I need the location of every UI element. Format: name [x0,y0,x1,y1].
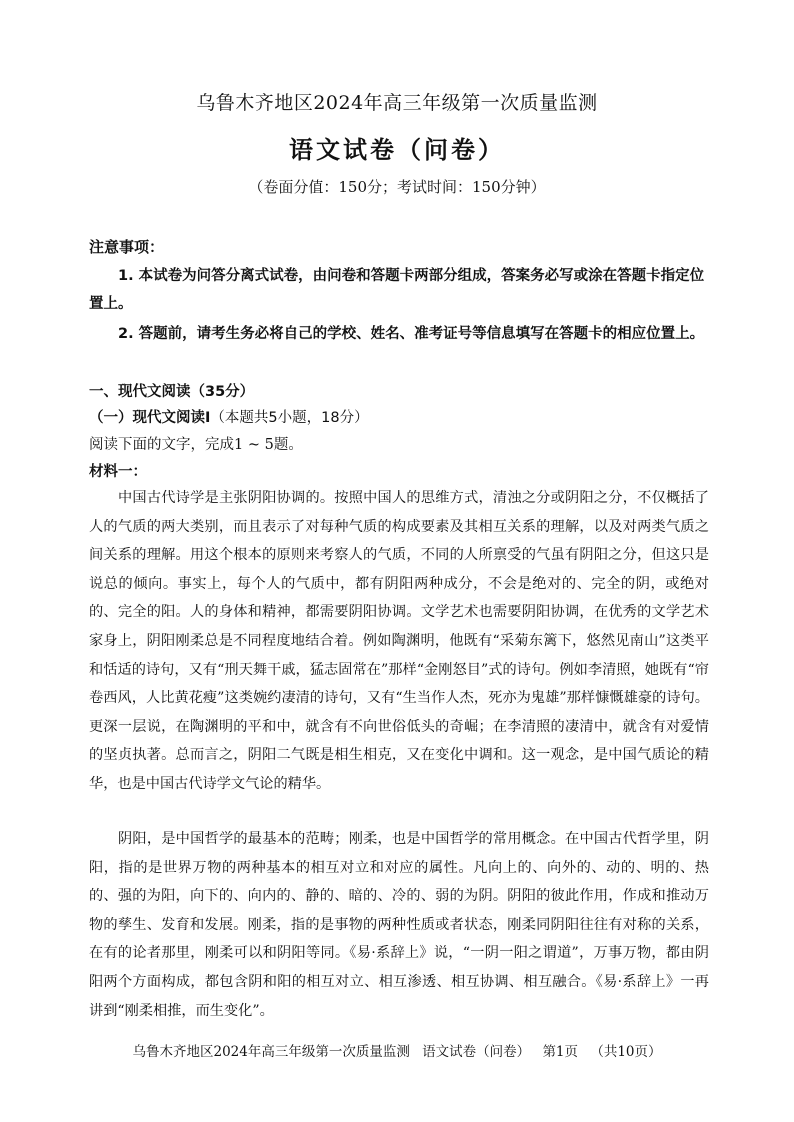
footer-page: 第1页 [542,1044,579,1060]
part-title-line [89,406,369,427]
footer-total: （共10页） [590,1044,662,1060]
part-title: （一）现代文阅读Ⅰ [89,410,211,426]
notice-heading: 注意事项： [89,238,165,256]
footer-subject: 语文试卷（问卷） [422,1044,531,1060]
paragraph-1: 中国古代诗学是主张阴阳协调的。按照中国人的思维方式，清浊之分或阴阳之分，不仅概括了人的气质的两大类别，而且表示了对每种气质的构成要素及其相互关系的理解，以及对两类气质之间关系的理解。用这个根本的原则来考察人的气质，不同的人所禀受的气虽有阴阳之分，但这只是说总的倾向。事实上，每个人的气质中，都有阴阳两种成分，不会是绝对的、完全的阴，或绝对的、完全的阳。人的身体和精神，都需要阴阳协调。文学艺术也需要阴阳协调，在优秀的文学艺术家身上，阴阳刚柔总是不同程度地结合着。例如陶渊明，他既有“采菊东篱下，悠然见南山”这类平和恬适的诗句，又有“刑天舞干戚，猛志固常在”那样“金刚怒目”式的诗句。例如李清照，她既有“帘卷西风，人比黄花瘦”这类婉约凄清的诗句，又有“生当作人杰，死亦为鬼雄”那样慷慨雄豪的诗句。更深一层说，在陶渊明的平和中，就含有不向世俗低头的奇崛；在李清照的凄清中，就含有对爱情的坚贞执著。总而言之，阴阳二气既是相生相克，又在变化中调和。这一观念，是中国气质论的精华，也是中国古代诗学文气论的精华。 [89,490,709,792]
material-label: 材料一： [89,464,147,480]
instruction: 阅读下面的文字，完成1 ~ 5题。 [89,437,303,453]
notice-item-1: 1. 本试卷为问答分离式试卷，由问卷和答题卡两部分组成，答案务必写或涂在答题卡指定位置上。 [89,268,705,312]
section-title: 一、现代文阅读（35分） [89,384,255,400]
exam-info: （卷面分值：150分；考试时间：150分钟） [248,178,546,196]
notice-item-2: 2. 答题前，请考生务必将自己的学校、姓名、准考证号等信息填写在答题卡的相应位置上。 [118,326,705,342]
paper-subtitle: 语文试卷（问卷） [289,136,505,164]
page-footer [0,1040,794,1060]
paragraph-2: 阴阳，是中国哲学的最基本的范畴；刚柔，也是中国哲学的常用概念。在中国古代哲学里，阴阳，指的是世界万物的两种基本的相互对立和对应的属性。凡向上的、向外的、动的、明的、热的、强的为阳，向下的、向内的、静的、暗的、冷的、弱的为阴。阴阳的彼此作用，作成和推动万物的孳生、发育和发展。刚柔，指的是事物的两种性质或者状态，刚柔同阴阳往往有对称的关系，在有的论者那里，刚柔可以和阴阳等同。《易·系辞上》说，“一阴一阳之谓道”，万事万物，都由阴阳两个方面构成，都包含阴和阳的相互对立、相互渗透、相互协调、相互融合。《易·系辞上》一再讲到“刚柔相推，而生变化”。 [89,831,709,1019]
part-note: （本题共5小题，18分） [210,410,369,426]
exam-title: 乌鲁木齐地区2024年高三年级第一次质量监测 [196,92,598,114]
footer-exam: 乌鲁木齐地区2024年高三年级第一次质量监测 [132,1044,410,1060]
